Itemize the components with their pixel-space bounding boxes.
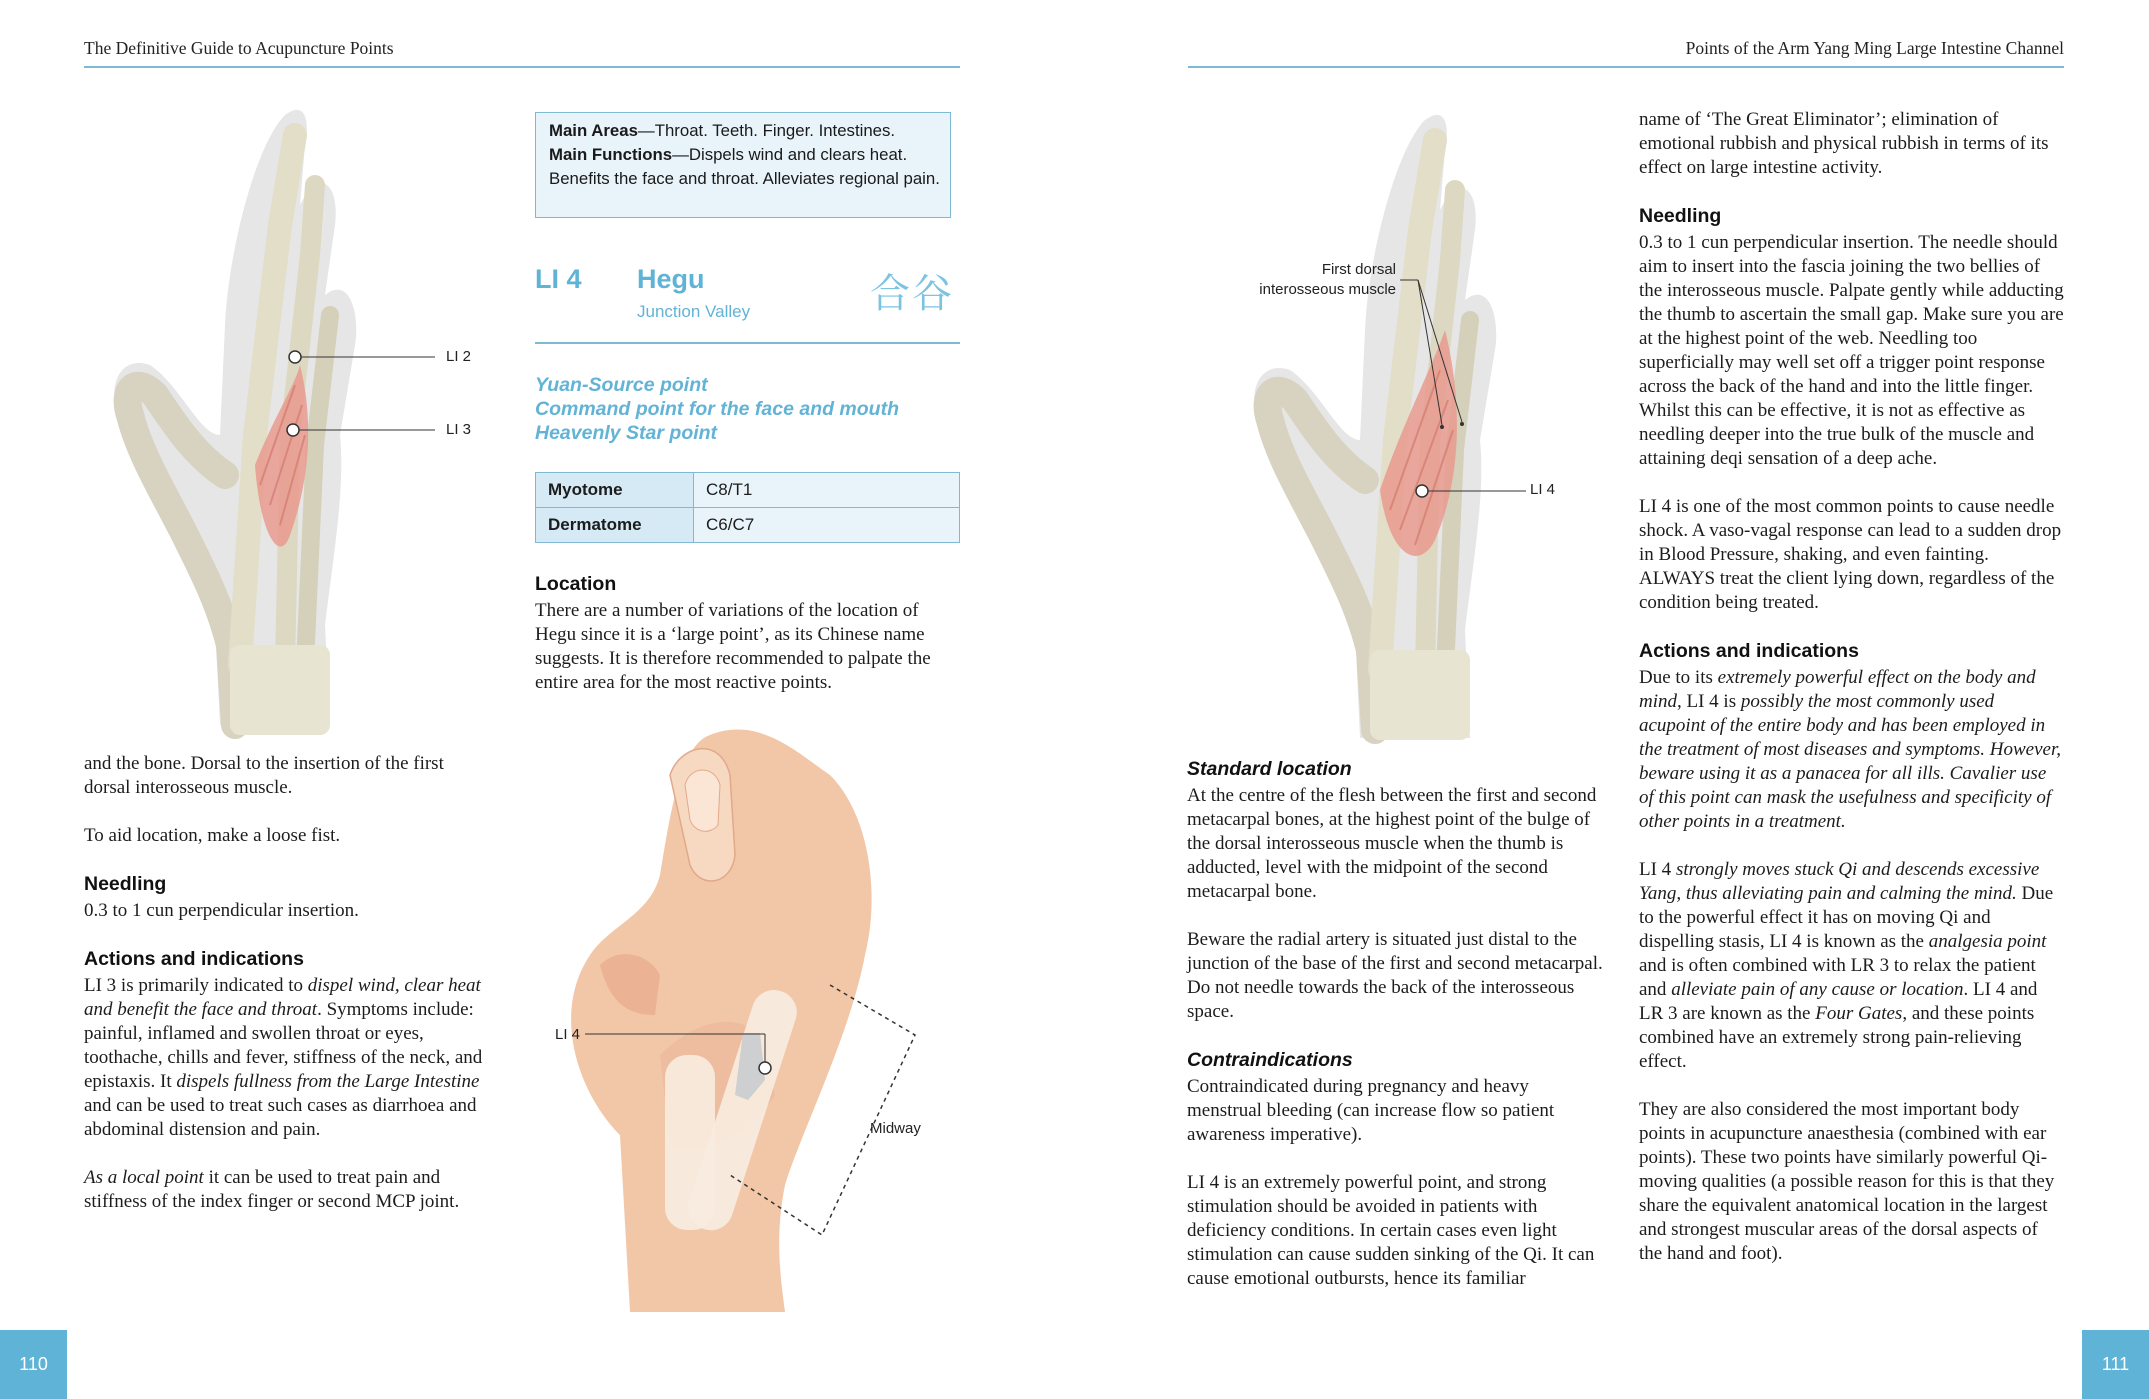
li4-marker-right [1414,483,1534,499]
point-type: Command point for the face and mouth [535,398,899,420]
point-type: Yuan-Source point [535,374,708,396]
li2-marker [285,350,445,370]
left-column-text [84,752,494,1238]
running-header-left: The Definitive Guide to Acupuncture Points [84,38,394,58]
table-row [536,473,960,508]
myotome-dermatome-table [535,472,960,543]
location-tip: To aid location, make a loose fist. [84,825,341,846]
point-title-rule [535,342,960,344]
muscle-leader-line [1400,270,1480,430]
needling-heading-li3: Needling [84,873,167,895]
actions-heading-li3: Actions and indications [84,948,304,970]
table-value: C6/C7 [694,508,960,543]
point-english-name: Junction Valley [637,302,751,321]
table-value: C8/T1 [694,473,960,508]
continued-location: and the bone. Dorsal to the insertion of the first dorsal interosseous muscle. [84,753,444,798]
point-chinese-name: 合谷 [870,271,954,317]
needling-li4: 0.3 to 1 cun perpendicular insertion. The needle should aim to insert into the fascia joining the two bellies of the interosseous muscle. Palpate gently while adducting the thumb to ascertain the small gap. Make sure you are at the highest point of the web. Needling too superficially may well set off a trigger point response across the back of the hand and into the little finger. Whilst this can be effective, it is not as effective as needling deeper into the true bulk of the muscle and attaining deqi sensation of a deep ache. [1639,232,2064,469]
actions-heading-li4: Actions and indications [1639,640,1859,662]
page-number-right: 111 [2082,1330,2149,1399]
needle-shock-text: LI 4 is one of the most common points to cause needle shock. A vaso-vagal response can lead to a sudden drop in Blood Pressure, shaking, and even fainting. ALWAYS treat the client lying down, regardless of the condition being treated. [1639,496,2062,613]
point-code: LI 4 [535,264,582,294]
running-header-right: Points of the Arm Yang Ming Large Intestine Channel [1685,38,2064,58]
li2-label: LI 2 [446,348,472,365]
location-text: There are a number of variations of the location of Hegu since it is a ‘large point’, as its Chinese name suggests. It is therefore recommended to palpate the entire area for the most reactive points. [535,600,931,693]
contraindications-heading: Contraindications [1187,1049,1353,1071]
actions-li3: LI 3 is primarily indicated to dispel wind, clear heat and benefit the face and throat. Symptoms include: painful, inflamed and swollen throat or eyes, toothache, chills and fever, stiffness of the neck, and epistaxis. It dispels fullness from the Large Intestine and can be used to treat such cases as diarrhoea and abdominal distension and pain. [84,975,483,1140]
standard-location-text: At the centre of the flesh between the first and second metacarpal bones, at the highest point of the bulge of the dorsal interosseous muscle when the thumb is adducted, level with the midpoint of the second metacarpal bone. [1187,785,1597,902]
powerful-point-text: LI 4 is an extremely powerful point, and strong stimulation should be avoided in patients with deficiency conditions. In certain cases even light stimulation can cause sudden sinking of the Qi. It can cause emotional outbursts, hence its familiar [1187,1172,1595,1289]
midway-label: Midway [870,1120,921,1137]
hand-skeleton-illustration-left [110,105,410,735]
header-rule-left [84,66,960,68]
table-key: Dermatome [536,508,694,543]
li4-label-middle: LI 4 [555,1026,581,1043]
main-areas-box: Main Areas—Throat. Teeth. Finger. Intestines. Main Functions—Dispels wind and clears heat. Benefits the face and throat. Alleviates regional pain. [535,112,951,218]
great-eliminator-text: name of ‘The Great Eliminator’; elimination of emotional rubbish and physical rubbish in terms of its effect on large intestine activity. [1639,109,2049,178]
muscle-label-line2: interosseous muscle [1259,281,1396,298]
point-types [535,373,899,445]
page-number-left: 110 [0,1330,67,1399]
actions-li4-p2: LI 4 strongly moves stuck Qi and descends excessive Yang, thus alleviating pain and calming the mind. Due to the powerful effect it has on moving Qi and dispelling stasis, LI 4 is known as the analgesia point and is often combined with LR 3 to relax the patient and alleviate pain of any cause or location. LI 4 and LR 3 are known as the Four Gates, and these points combined have an extremely strong pain-relieving effect. [1639,859,2054,1072]
right-right-column [1639,108,2064,1290]
li4-marker-middle [585,1028,775,1078]
local-point-li3: As a local point it can be used to treat pain and stiffness of the index finger or second MCP joint. [84,1167,460,1212]
header-rule-right [1188,66,2064,68]
location-section [535,572,960,719]
hand-skin-illustration [560,715,940,1315]
point-type: Heavenly Star point [535,422,718,444]
needling-heading-li4: Needling [1639,205,1722,227]
needling-li3: 0.3 to 1 cun perpendicular insertion. [84,900,359,921]
actions-li4-p1: Due to its extremely powerful effect on the body and mind, LI 4 is possibly the most commonly used acupoint of the entire body and has been employed in the treatment of most diseases and symptoms. However, beware using it as a panacea for all ills. Cavalier use of this point can mask the usefulness and specificity of other points in a treatment. [1639,667,2061,832]
muscle-label-line1: First dorsal [1321,261,1396,278]
location-heading: Location [535,573,617,595]
standard-location-heading: Standard location [1187,758,1352,780]
table-key: Myotome [536,473,694,508]
table-row [536,508,960,543]
point-name: Hegu [637,264,705,294]
anaesthesia-text: They are also considered the most important body points in acupuncture anaesthesia (combined with ear points). These two points have similarly powerful Qi-moving qualities (a possible reason for this is that they share the equivalent anatomical location in the largest and strongest muscular areas of the dorsal aspects of the hand and foot). [1639,1099,2055,1264]
li4-label-right: LI 4 [1530,481,1556,498]
contraindications-text: Contraindicated during pregnancy and heavy menstrual bleeding (can increase flow so patient awareness imperative). [1187,1076,1555,1145]
li3-label: LI 3 [446,421,472,438]
li3-marker [283,423,443,443]
beware-text: Beware the radial artery is situated just distal to the junction of the base of the first and second metacarpal. Do not needle towards the back of the interosseous space. [1187,929,1603,1022]
right-middle-column [1187,757,1607,1315]
